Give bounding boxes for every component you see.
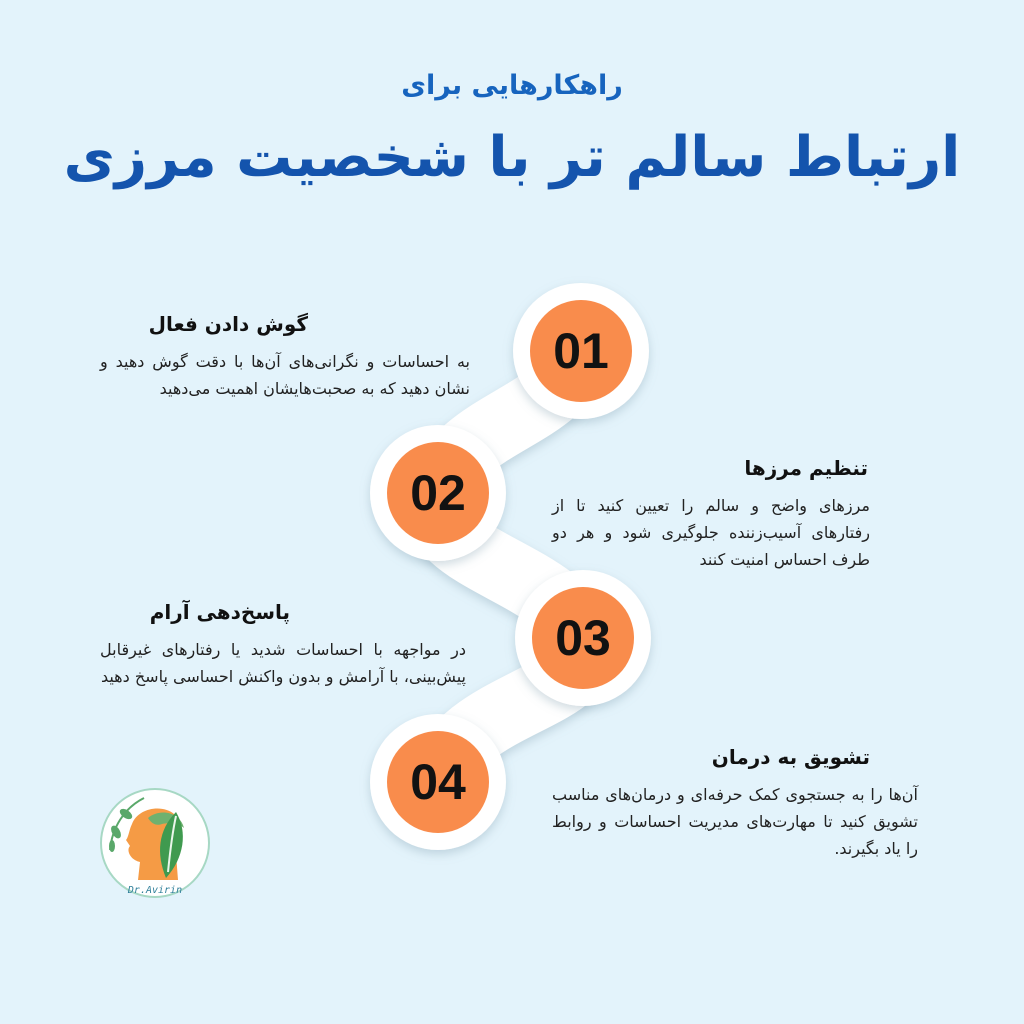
step-4-text: آن‌ها را به جستجوی کمک حرفه‌ای و درمان‌های مناسب تشویق کنید تا مهارت‌های مدیریت احساسات و روابط را یاد بگیرند. [552, 785, 918, 858]
step-3-title: پاسخ‌دهی آرام [149, 600, 290, 624]
step-number-2: 02 [387, 442, 489, 544]
step-2-title: تنظیم مرزها [744, 456, 868, 480]
dr-avirin-logo [96, 784, 214, 902]
step-1 [100, 312, 470, 402]
step-number-1: 01 [530, 300, 632, 402]
step-3 [100, 600, 466, 690]
step-4-title: تشویق به درمان [711, 745, 870, 769]
page-title: ارتباط سالم تر با شخصیت مرزی [63, 125, 961, 190]
step-2 [552, 456, 870, 573]
step-1-text: به احساسات و نگرانی‌های آن‌ها با دقت گوش دهید و نشان دهید که به صحبت‌هایشان اهمیت می‌دهید [100, 352, 470, 398]
logo-text: Dr.Avirin [127, 885, 183, 896]
step-1-title: گوش دادن فعال [148, 312, 308, 336]
step-number-3: 03 [532, 587, 634, 689]
step-2-text: مرزهای واضح و سالم را تعیین کنید تا از رفتارهای آسیب‌زننده جلوگیری شود و هر دو طرف احساس امنیت کنند [552, 496, 870, 569]
page-subtitle: راهکارهایی برای [401, 70, 623, 101]
step-4 [552, 745, 918, 862]
step-number-4: 04 [387, 731, 489, 833]
step-3-text: در مواجهه با احساسات شدید یا رفتارهای غیرقابل پیش‌بینی، با آرامش و بدون واکنش احساسی پاسخ دهید [100, 640, 466, 686]
